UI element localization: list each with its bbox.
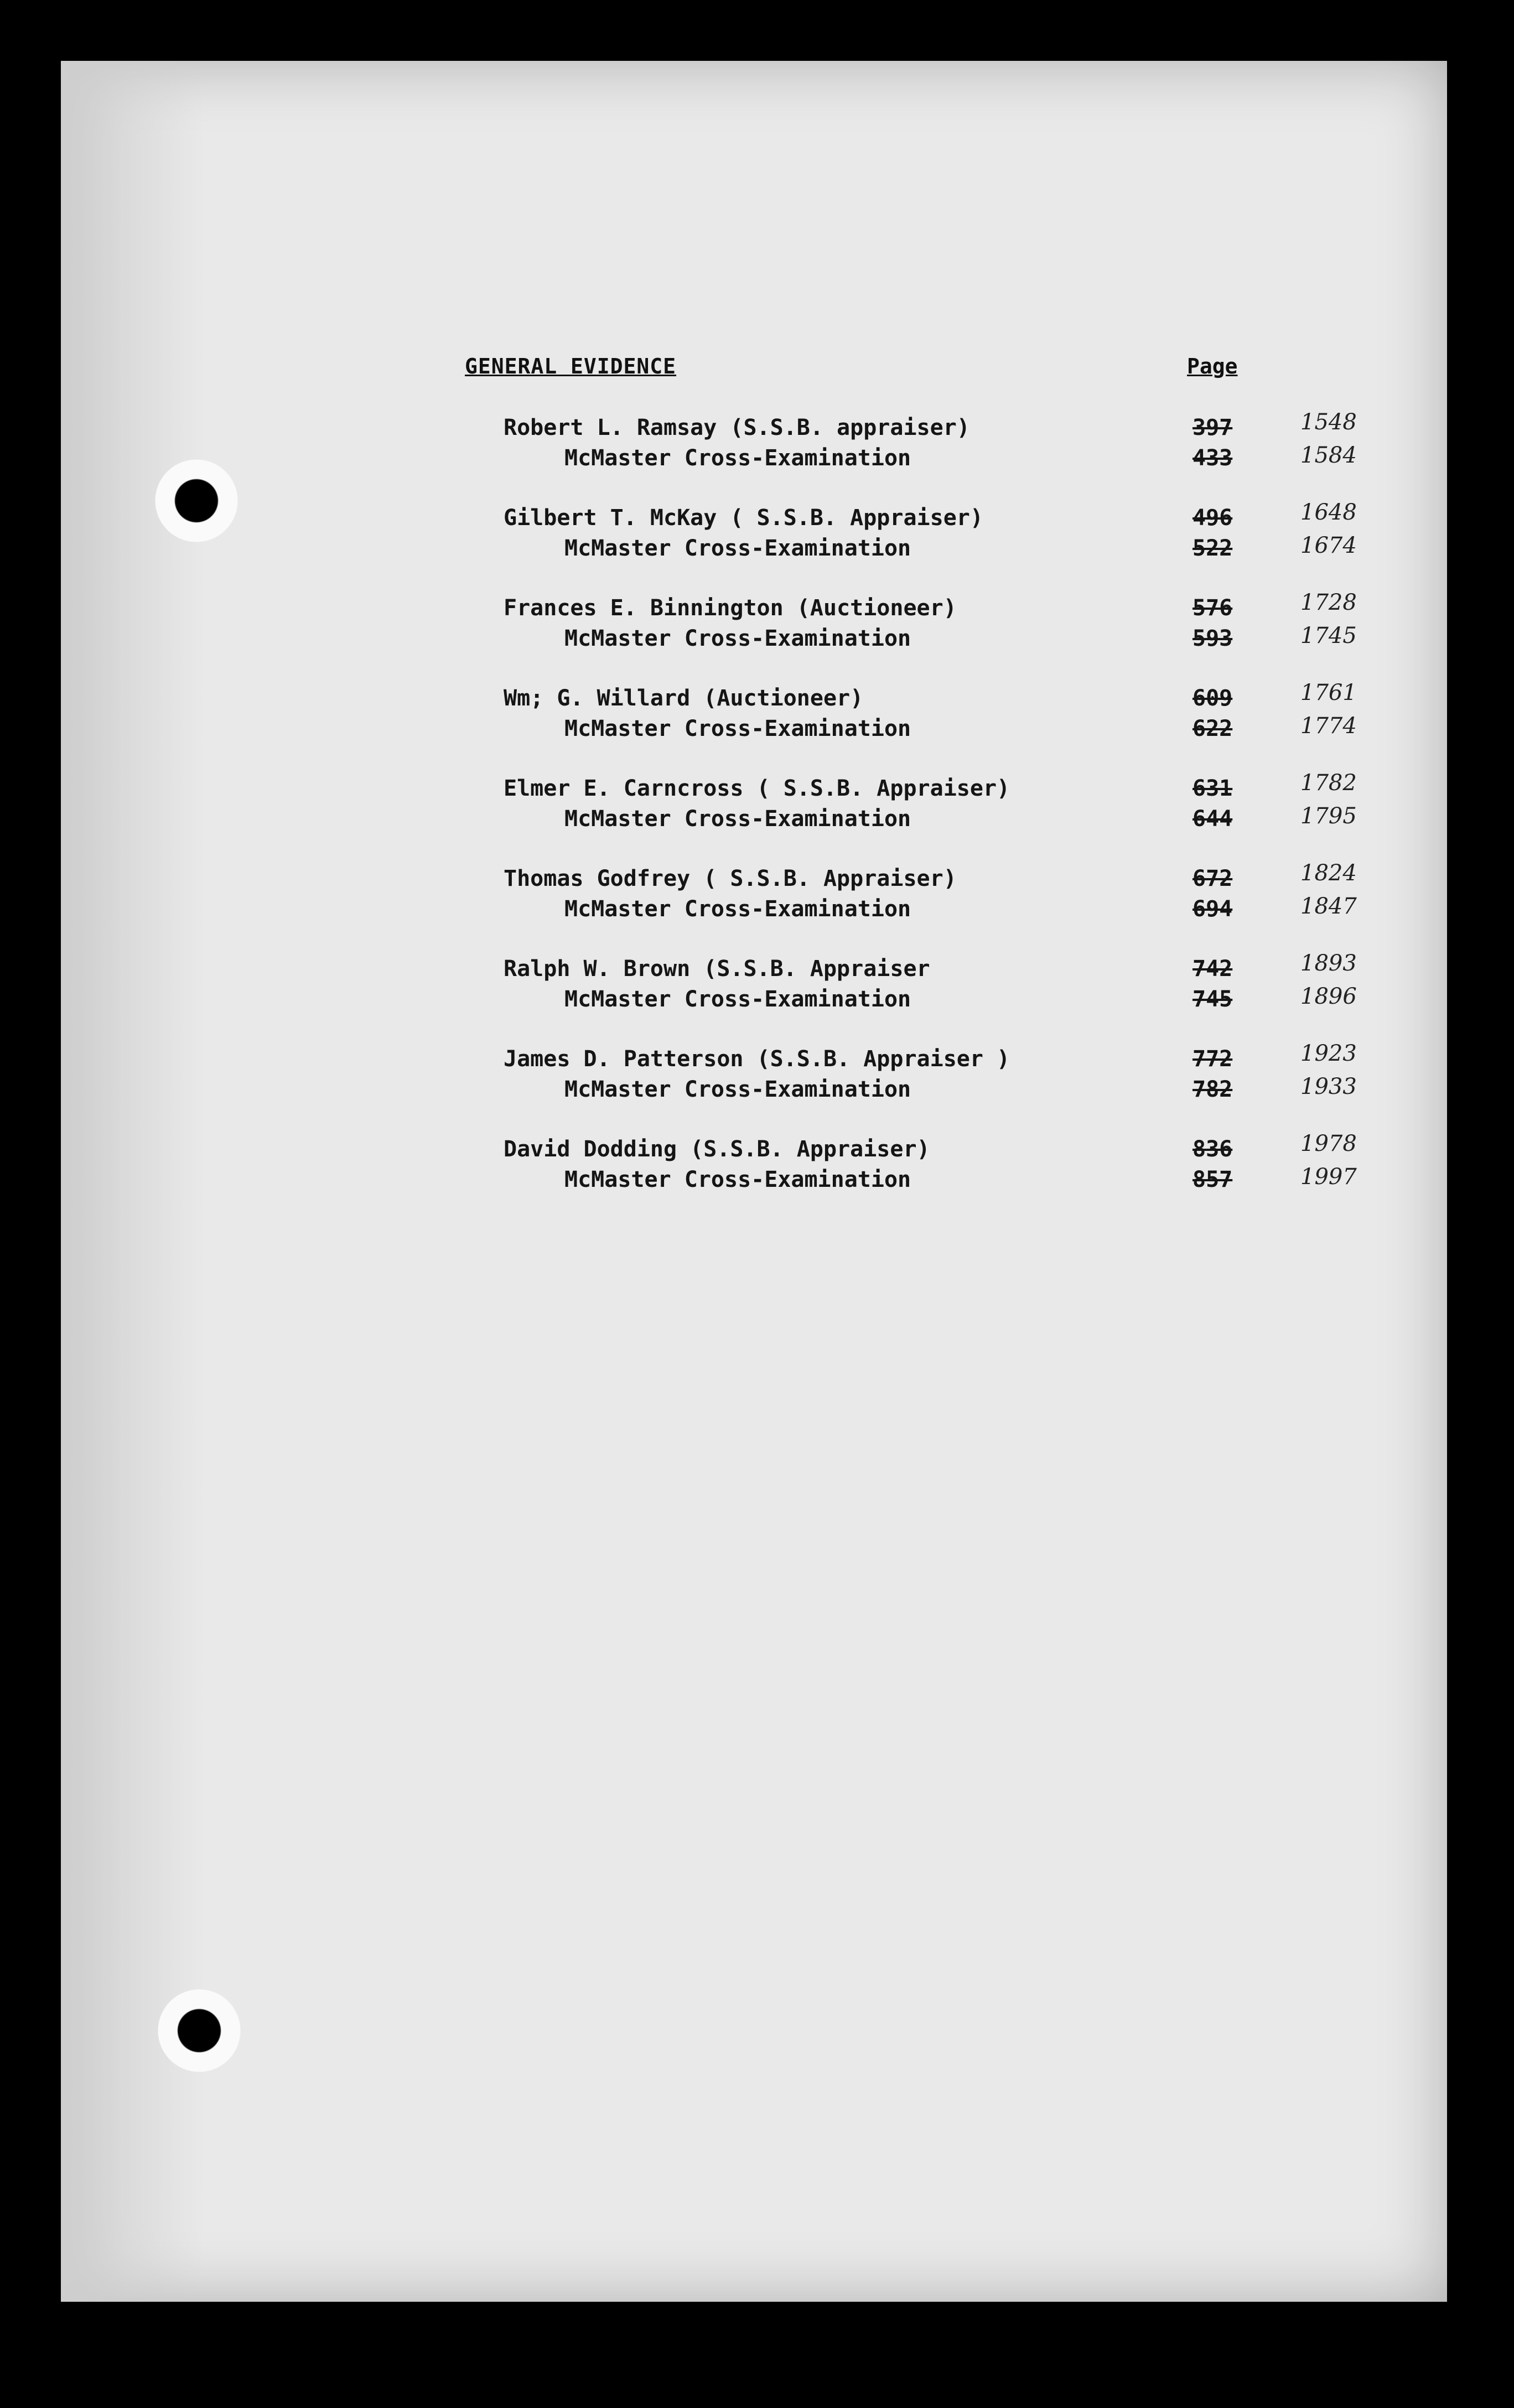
struck-page-number: 496 bbox=[1192, 505, 1233, 531]
handwritten-page-number: 1648 bbox=[1300, 500, 1357, 525]
handwritten-page-number: 1847 bbox=[1300, 894, 1357, 919]
handwritten-page-number: 1824 bbox=[1300, 860, 1357, 886]
punch-hole-bottom bbox=[158, 1989, 241, 2072]
witness-name: Frances E. Binnington (Auctioneer) bbox=[504, 595, 957, 621]
struck-page-number: 631 bbox=[1192, 776, 1233, 801]
struck-page-number: 576 bbox=[1192, 595, 1233, 621]
cross-examination-label: McMaster Cross-Examination bbox=[564, 1167, 911, 1192]
witness-line bbox=[504, 1131, 1389, 1167]
struck-page-number: 857 bbox=[1192, 1167, 1233, 1192]
struck-page-number: 522 bbox=[1192, 536, 1233, 561]
witness-name: Wm; G. Willard (Auctioneer) bbox=[504, 686, 864, 711]
witness-name: Gilbert T. McKay ( S.S.B. Appraiser) bbox=[504, 505, 983, 531]
cross-examination-label: McMaster Cross-Examination bbox=[564, 987, 911, 1012]
handwritten-page-number: 1896 bbox=[1300, 984, 1357, 1009]
handwritten-page-number: 1933 bbox=[1300, 1074, 1357, 1099]
handwritten-page-number: 1997 bbox=[1300, 1164, 1357, 1190]
cross-examination-label: McMaster Cross-Examination bbox=[564, 896, 911, 922]
cross-examination-label: McMaster Cross-Examination bbox=[564, 806, 911, 832]
witness-line bbox=[504, 860, 1389, 897]
section-heading: GENERAL EVIDENCE bbox=[465, 354, 677, 378]
handwritten-page-number: 1893 bbox=[1300, 951, 1357, 976]
struck-page-number: 433 bbox=[1192, 445, 1233, 471]
handwritten-page-number: 1774 bbox=[1300, 713, 1357, 739]
cross-examination-line bbox=[564, 713, 1389, 747]
handwritten-page-number: 1795 bbox=[1300, 803, 1357, 829]
witness-line bbox=[504, 770, 1389, 807]
cross-examination-label: McMaster Cross-Examination bbox=[564, 536, 911, 561]
handwritten-page-number: 1782 bbox=[1300, 770, 1357, 796]
evidence-entry bbox=[504, 951, 1389, 1023]
struck-page-number: 782 bbox=[1192, 1077, 1233, 1102]
cross-examination-label: McMaster Cross-Examination bbox=[564, 626, 911, 651]
struck-page-number: 644 bbox=[1192, 806, 1233, 832]
struck-page-number: 609 bbox=[1192, 686, 1233, 711]
cross-examination-line bbox=[564, 533, 1389, 567]
witness-line bbox=[504, 500, 1389, 536]
struck-page-number: 772 bbox=[1192, 1046, 1233, 1072]
witness-name: Ralph W. Brown (S.S.B. Appraiser bbox=[504, 956, 930, 982]
witness-line bbox=[504, 680, 1389, 717]
evidence-entry bbox=[504, 1131, 1389, 1203]
evidence-entry bbox=[504, 1041, 1389, 1113]
struck-page-number: 745 bbox=[1192, 987, 1233, 1012]
handwritten-page-number: 1674 bbox=[1300, 533, 1357, 558]
struck-page-number: 397 bbox=[1192, 415, 1233, 440]
cross-examination-line bbox=[564, 1074, 1389, 1108]
cross-examination-line bbox=[564, 1164, 1389, 1198]
witness-line bbox=[504, 590, 1389, 626]
document-page bbox=[61, 61, 1447, 2302]
witness-name: David Dodding (S.S.B. Appraiser) bbox=[504, 1136, 930, 1162]
handwritten-page-number: 1923 bbox=[1300, 1041, 1357, 1066]
page-column-label: Page bbox=[1187, 354, 1238, 378]
evidence-entry bbox=[504, 860, 1389, 932]
witness-name: James D. Patterson (S.S.B. Appraiser ) bbox=[504, 1046, 1010, 1072]
evidence-entry bbox=[504, 680, 1389, 752]
cross-examination-line bbox=[564, 445, 1389, 476]
witness-line bbox=[504, 1041, 1389, 1077]
cross-examination-line bbox=[564, 984, 1389, 1018]
struck-page-number: 622 bbox=[1192, 716, 1233, 741]
struck-page-number: 836 bbox=[1192, 1136, 1233, 1162]
handwritten-page-number: 1745 bbox=[1300, 623, 1357, 648]
cross-examination-label: McMaster Cross-Examination bbox=[564, 445, 911, 471]
evidence-entry bbox=[504, 409, 1389, 481]
handwritten-page-number: 1761 bbox=[1300, 680, 1357, 705]
struck-page-number: 694 bbox=[1192, 896, 1233, 922]
witness-name: Thomas Godfrey ( S.S.B. Appraiser) bbox=[504, 866, 957, 891]
witness-line bbox=[504, 951, 1389, 987]
witness-name: Elmer E. Carncross ( S.S.B. Appraiser) bbox=[504, 776, 1010, 801]
witness-name: Robert L. Ramsay (S.S.B. appraiser) bbox=[504, 415, 970, 440]
struck-page-number: 672 bbox=[1192, 866, 1233, 891]
cross-examination-line bbox=[564, 896, 1389, 927]
cross-examination-label: McMaster Cross-Examination bbox=[564, 1077, 911, 1102]
punch-hole-top bbox=[155, 459, 238, 542]
evidence-entry bbox=[504, 590, 1389, 662]
handwritten-page-number: 1548 bbox=[1300, 409, 1357, 435]
handwritten-page-number: 1728 bbox=[1300, 590, 1357, 615]
struck-page-number: 742 bbox=[1192, 956, 1233, 982]
struck-page-number: 593 bbox=[1192, 626, 1233, 651]
handwritten-page-number: 1584 bbox=[1300, 443, 1357, 468]
cross-examination-line bbox=[564, 623, 1389, 657]
evidence-entry bbox=[504, 770, 1389, 842]
evidence-entry bbox=[504, 500, 1389, 572]
cross-examination-line bbox=[564, 803, 1389, 837]
cross-examination-label: McMaster Cross-Examination bbox=[564, 716, 911, 741]
witness-line bbox=[504, 409, 1389, 446]
handwritten-page-number: 1978 bbox=[1300, 1131, 1357, 1156]
